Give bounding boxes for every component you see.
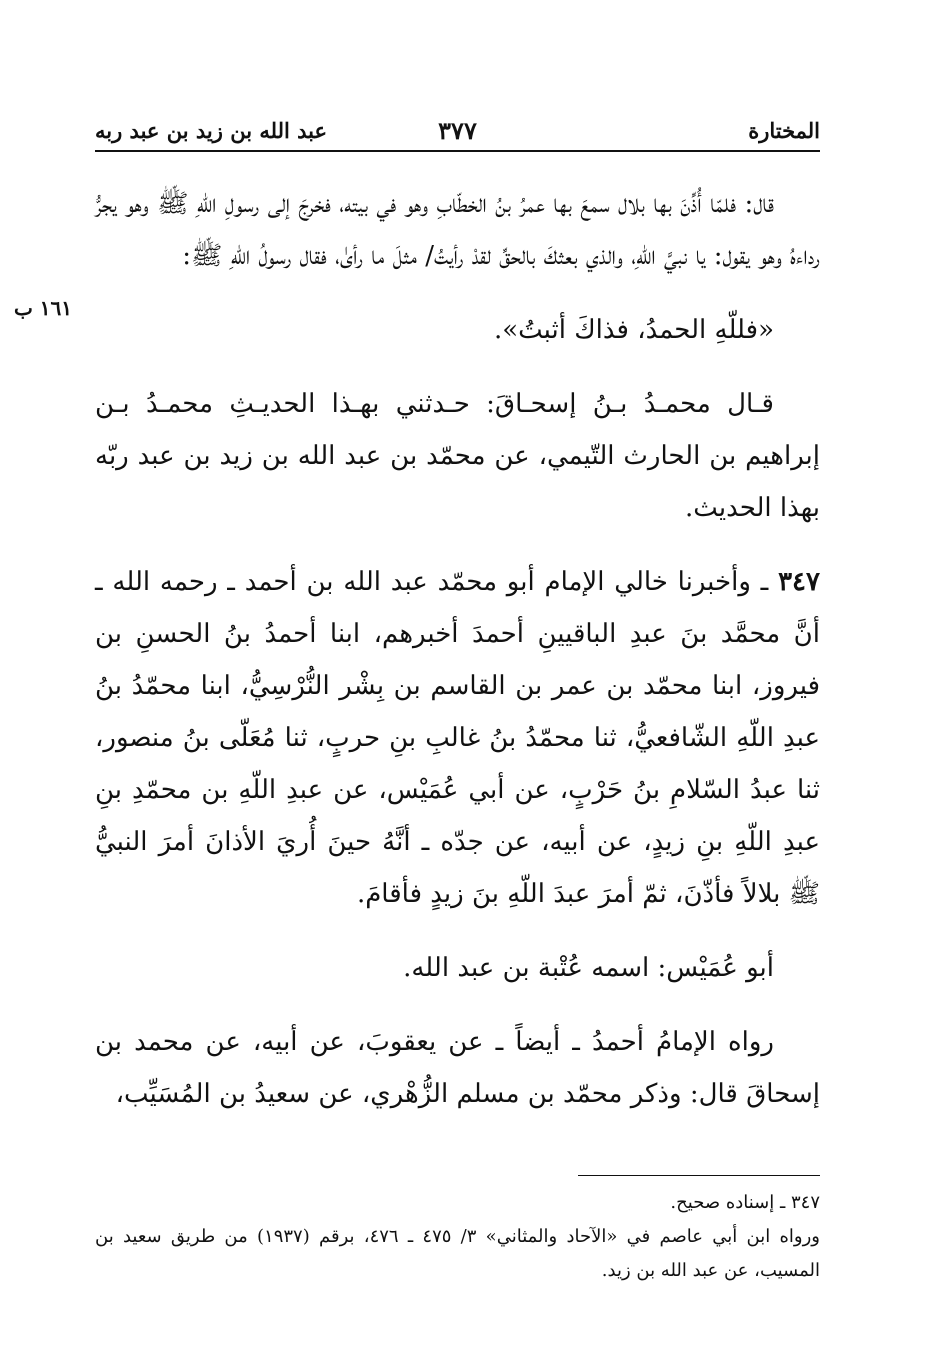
main-text bbox=[95, 178, 820, 1120]
book-title: المختارة bbox=[748, 118, 820, 143]
page-header bbox=[95, 112, 820, 152]
page-number: ٣٧٧ bbox=[438, 116, 477, 145]
footnote-1: ٣٤٧ ـ إسناده صحيح. bbox=[670, 1192, 820, 1213]
paragraph-5: أبو عُمَيْس: اسمه عُتْبة بن عبد الله. bbox=[403, 953, 774, 983]
paragraph-6: رواه الإمامُ أحمدُ ـ أيضاً ـ عن يعقوبَ، عن أبيه، عن محمد بن إسحاقَ قال: وذكر محمّد بن مسلم الزُّهْري، عن سعيدُ بن المُسَيِّب، bbox=[95, 1027, 820, 1109]
chapter-title: عبد الله بن زيد بن عبد ربه bbox=[95, 118, 328, 143]
paragraph-1: قال: فلمّا أُذِّنَ بها بلال سمعَ بها عمرُ بنُ الخطّابِ وهو في بيته، فخرجَ إلى رسولِ اللّهِ ﷺ وهو يجرُّ رداءهُ وهو يقول: يا نبيَّ اللّهِ، والذي بعثكَ بالحقِّ لقدْ رأيتُ/ مثلَ ما رأىٰ، فقال رسولُ اللّهِ ﷺ: bbox=[95, 189, 820, 271]
header-divider bbox=[95, 150, 820, 152]
footnote-divider bbox=[578, 1175, 820, 1176]
footnote-2: ورواه ابن أبي عاصم في «الآحاد والمثاني» ٣/ ٤٧٥ ـ ٤٧٦، برقم (١٩٣٧) من طريق سعيد بن المسيب، عن عبد الله بن زيد. bbox=[95, 1226, 820, 1281]
paragraph-2: «فللّهِ الحمدُ، فذاكَ أثبتُ». bbox=[493, 315, 774, 345]
hadith-text: ـ وأخبرنا خالي الإمام أبو محمّد عبد الله بن أحمد ـ رحمه الله ـ أنَّ محمَّد بنَ عبدِ الباقيينِ أحمدَ أخبرهم، ابنا أحمدُ بنُ الحسنِ بن فيروز، ابنا محمّد بن عمر بن القاسم بن بِشْر النُّرْسِيُّ، ابنا محمّدُ بنُ عبدِ اللّهِ الشّافعيُّ، ثنا محمّدُ بنُ غالبِ بنِ حربٍ، ثنا مُعَلّى بنُ منصور، ثنا عبدُ السّلامِ بنُ حَرْبٍ، عن أبي عُمَيْس، عن عبدِ اللّهِ بن محمّدِ بنِ عبدِ اللّهِ بنِ زيدٍ، عن أبيه، عن جدّه ـ أنَّهُ حينَ أُريَ الأذانَ أمرَ النبيُّ ﷺ بلالاً فأذّنَ، ثمّ أمرَ عبدَ اللّهِ بنَ زيدٍ فأقامَ. bbox=[95, 567, 820, 909]
paragraph-3: قـال محمـدُ بـنُ إسحـاقَ: حـدثني بهـذا الحديـثِ محمـدُ بـن إبراهيم بن الحارث التّيمي، عن محمّد بن عبد الله بن زيد بن عبد ربّه بهذا الحديث. bbox=[95, 389, 820, 523]
hadith-number: ٣٤٧ bbox=[778, 567, 820, 597]
footnotes bbox=[95, 1186, 820, 1288]
hadith-347 bbox=[95, 556, 820, 920]
manuscript-folio-note: ١٦١ ب bbox=[14, 296, 73, 320]
